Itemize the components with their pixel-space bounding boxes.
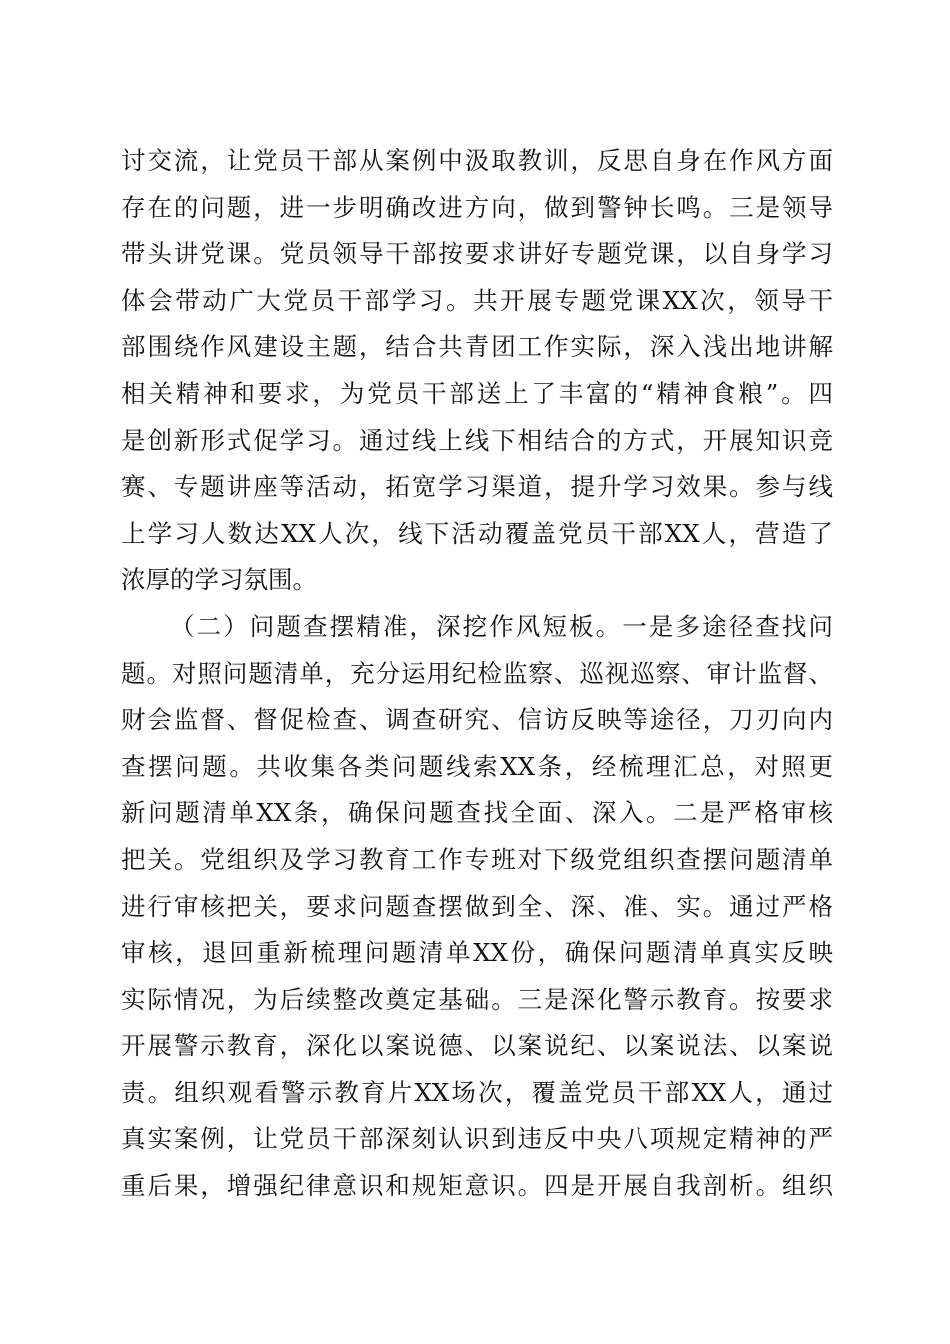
text-line: 讨交流，让党员干部从案例中汲取教训，反思自身在作风方面	[121, 146, 833, 175]
text-line: 重后果，增强纪律意识和规矩意识。四是开展自我剖析。组织	[121, 1171, 833, 1201]
text-line: 责。组织观看警示教育片XX场次，覆盖党员干部XX人，通过	[121, 1077, 833, 1107]
text-line: 把关。党组织及学习教育工作专班对下级党组织查摆问题清单	[121, 844, 833, 874]
text-line: 开展警示教育，深化以案说德、以案说纪、以案说法、以案说	[121, 1031, 833, 1061]
paragraph-problem-finding	[121, 604, 833, 1210]
text-line: 财会监督、督促检查、调查研究、信访反映等途径，刀刃向内	[121, 705, 833, 735]
text-line: 进行审核把关，要求问题查摆做到全、深、准、实。通过严格	[121, 891, 833, 921]
text-line: 带头讲党课。党员领导干部按要求讲好专题党课，以自身学习	[121, 239, 833, 269]
paragraph-learning-activities	[121, 138, 833, 604]
text-line: 赛、专题讲座等活动，拓宽学习渠道，提升学习效果。参与线	[121, 472, 833, 502]
text-line: 题。对照问题清单，充分运用纪检监察、巡视巡察、审计监督、	[121, 658, 833, 688]
text-line: 实际情况，为后续整改奠定基础。三是深化警示教育。按要求	[121, 984, 833, 1014]
text-line: 真实案例，让党员干部深刻认识到违反中央八项规定精神的严	[121, 1124, 833, 1154]
text-line: 体会带动广大党员干部学习。共开展专题党课XX次，领导干	[121, 285, 833, 315]
text-line: 审核，退回重新梳理问题清单XX份，确保问题清单真实反映	[121, 938, 833, 968]
text-line: 是创新形式促学习。通过线上线下相结合的方式，开展知识竞	[121, 425, 833, 455]
text-line: 存在的问题，进一步明确改进方向，做到警钟长鸣。三是领导	[121, 192, 833, 222]
document-body	[121, 138, 833, 1210]
text-line: 部围绕作风建设主题，结合共青团工作实际，深入浅出地讲解	[121, 332, 833, 362]
text-line: 相关精神和要求，为党员干部送上了丰富的“精神食粮”。四	[121, 378, 833, 408]
text-line: 上学习人数达XX人次，线下活动覆盖党员干部XX人，营造了	[121, 518, 833, 548]
text-line: 新问题清单XX条，确保问题查找全面、深入。二是严格审核	[121, 798, 833, 828]
text-line: 查摆问题。共收集各类问题线索XX条，经梳理汇总，对照更	[121, 751, 833, 781]
section-heading-line: （二）问题查摆精准，深挖作风短板。一是多途径查找问	[170, 611, 833, 641]
text-line: 浓厚的学习氛围。	[121, 565, 317, 595]
